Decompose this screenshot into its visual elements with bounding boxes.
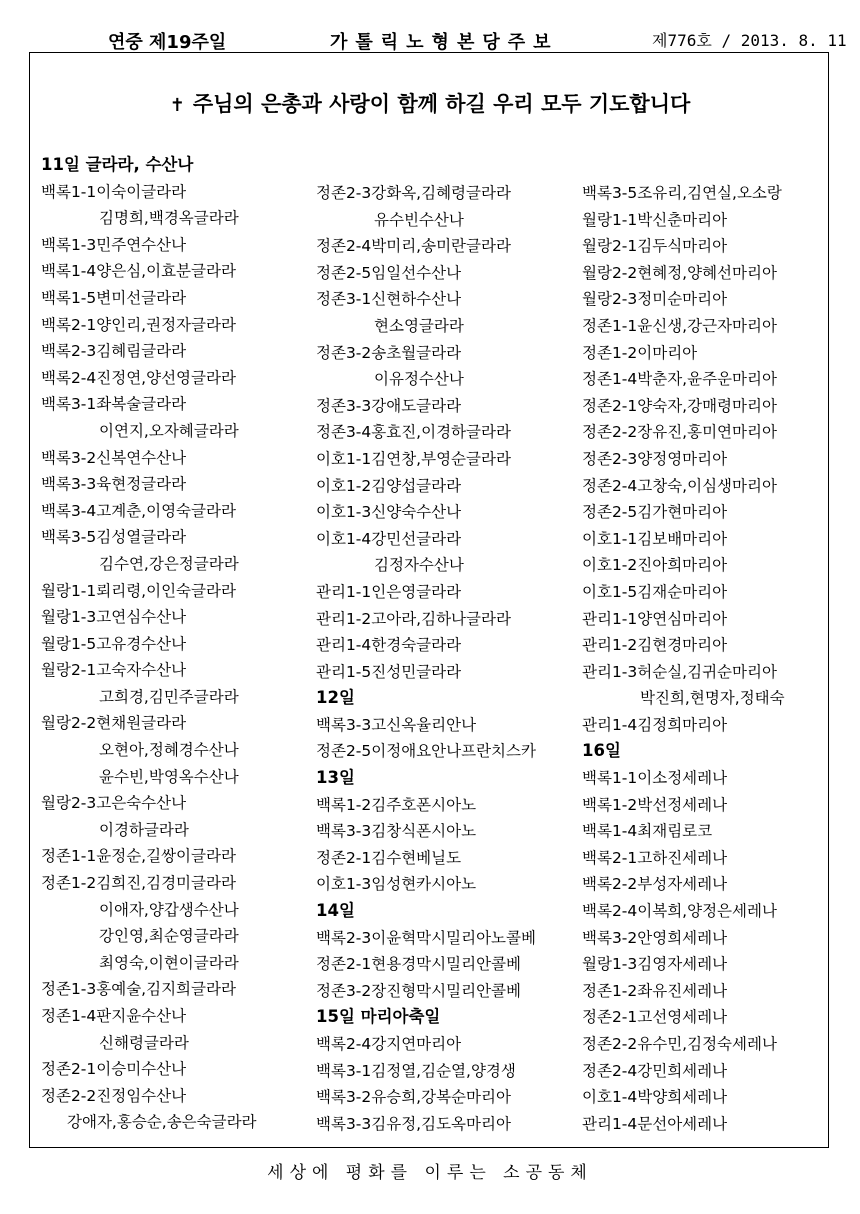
name-entry: 관리1-4김정희마리아 bbox=[582, 715, 728, 734]
name-entry: 백록1-4양은심,이효분글라라 bbox=[41, 262, 236, 281]
name-entry: 정존2-1고선영세레나 bbox=[582, 1008, 728, 1027]
name-entry: 강애자,홍승순,송은숙글라라 bbox=[67, 1113, 257, 1132]
name-entry: 이호1-1김연창,부영순글라라 bbox=[316, 449, 511, 468]
name-entry: 월랑2-3고은숙수산나 bbox=[41, 794, 187, 813]
name-entry: 강인영,최순영글라라 bbox=[99, 927, 239, 946]
issue-number-date: 제776호 / 2013. 8. 11 bbox=[652, 31, 847, 50]
name-entry: 이호1-4박양희세레나 bbox=[582, 1088, 728, 1107]
name-entry: 정존2-3양정영마리아 bbox=[582, 449, 728, 468]
name-entry: 이연지,오자혜글라라 bbox=[99, 421, 239, 440]
name-entry: 월랑2-3정미순마리아 bbox=[582, 290, 728, 309]
name-entry: 백록2-4이복희,양정은세레나 bbox=[582, 902, 777, 921]
name-entry: 이호1-1김보배마리아 bbox=[582, 529, 728, 548]
name-entry: 정존2-1이승미수산나 bbox=[41, 1060, 187, 1079]
title-text: 주님의 은총과 사랑이 함께 하길 우리 모두 기도합니다 bbox=[192, 92, 691, 116]
name-entry: 백록3-2신복연수산나 bbox=[41, 448, 187, 467]
name-entry: 이호1-3임성현카시아노 bbox=[316, 875, 477, 894]
name-entry: 정존3-3강애도글라라 bbox=[316, 396, 462, 415]
name-entry: 월랑2-2현혜정,양혜선마리아 bbox=[582, 263, 777, 282]
name-entry: 백록1-2김주호폰시아노 bbox=[316, 795, 477, 814]
name-entry: 정존1-4박춘자,윤주운마리아 bbox=[582, 370, 777, 389]
name-entry: 정존3-2장진형막시밀리안콜베 bbox=[316, 981, 521, 1000]
name-entry: 백록1-1이숙이글라라 bbox=[41, 182, 187, 201]
name-entry: 백록2-1양인리,권정자글라라 bbox=[41, 315, 236, 334]
name-entry: 월랑2-2현채원글라라 bbox=[41, 714, 187, 733]
name-entry: 정존3-1신현하수산나 bbox=[316, 290, 462, 309]
date-heading: 12일 bbox=[316, 688, 355, 708]
name-entry: 월랑1-5고유경수산나 bbox=[41, 634, 187, 653]
name-entry: 관리1-1양연심마리아 bbox=[582, 609, 728, 628]
name-entry: 백록3-2안영희세레나 bbox=[582, 928, 728, 947]
name-entry: 정존2-1현용경막시밀리안콜베 bbox=[316, 955, 521, 974]
name-column-3 bbox=[582, 180, 785, 1137]
name-entry: 백록3-4고계춘,이영숙글라라 bbox=[41, 501, 236, 520]
name-entry: 정존2-4고창숙,이심생마리아 bbox=[582, 476, 777, 495]
name-entry: 백록2-1고하진세레나 bbox=[582, 848, 728, 867]
name-entry: 월랑2-1김두식마리아 bbox=[582, 237, 728, 256]
date-heading: 14일 bbox=[316, 901, 355, 921]
name-entry: 이호1-2김양섭글라라 bbox=[316, 476, 462, 495]
page-footer: 세상에 평화를 이루는 소공동체 bbox=[267, 1163, 593, 1183]
name-entry: 백록3-2유승희,강복순마리아 bbox=[316, 1088, 511, 1107]
name-entry: 이호1-2진아희마리아 bbox=[582, 556, 728, 575]
name-entry: 백록1-2박선정세레나 bbox=[582, 795, 728, 814]
name-entry: 관리1-4한경숙글라라 bbox=[316, 636, 462, 655]
name-entry: 정존2-1김수현베닐도 bbox=[316, 848, 462, 867]
name-entry: 정존2-5임일선수산나 bbox=[316, 263, 462, 282]
name-entry: 관리1-3허순실,김귀순마리아 bbox=[582, 662, 777, 681]
name-entry: 정존2-5이정애요안나프란치스카 bbox=[316, 742, 536, 761]
name-entry: 백록3-5조유리,김연실,오소랑 bbox=[582, 184, 782, 202]
name-entry: 백록3-3김유정,김도옥마리아 bbox=[316, 1114, 511, 1133]
name-entry: 정존2-3강화옥,김혜령글라라 bbox=[316, 184, 511, 202]
name-entry: 월랑1-1뢰리령,이인숙글라라 bbox=[41, 581, 236, 600]
name-entry: 백록3-3김창식폰시아노 bbox=[316, 822, 477, 841]
name-entry: 신해령글라라 bbox=[99, 1033, 189, 1052]
name-entry: 관리1-4문선아세레나 bbox=[582, 1114, 728, 1133]
name-entry: 현소영글라라 bbox=[374, 316, 464, 335]
page-title bbox=[0, 88, 860, 118]
name-entry: 유수빈수산나 bbox=[374, 210, 464, 229]
name-entry: 이애자,양갑생수산나 bbox=[99, 900, 239, 919]
cross-icon: ✝ bbox=[169, 95, 185, 116]
name-entry: 오현아,정혜경수산나 bbox=[99, 741, 239, 760]
name-entry: 김명희,백경옥글라라 bbox=[99, 209, 239, 228]
name-entry: 관리1-2김현경마리아 bbox=[582, 636, 728, 655]
name-entry: 정존2-1양숙자,강매령마리아 bbox=[582, 396, 777, 415]
name-entry: 이호1-4강민선글라라 bbox=[316, 529, 462, 548]
name-entry: 최영숙,이현이글라라 bbox=[99, 953, 239, 972]
name-entry: 정존1-1윤정순,길쌍이글라라 bbox=[41, 847, 236, 866]
name-entry: 백록1-4최재림로코 bbox=[582, 822, 713, 841]
name-entry: 월랑1-3고연심수산나 bbox=[41, 608, 187, 627]
name-entry: 월랑2-1고숙자수산나 bbox=[41, 661, 187, 680]
name-entry: 이경하글라라 bbox=[99, 820, 189, 839]
name-entry: 정존2-4박미리,송미란글라라 bbox=[316, 237, 511, 256]
name-entry: 이호1-5김재순마리아 bbox=[582, 582, 728, 601]
name-entry: 정존2-5김가현마리아 bbox=[582, 503, 728, 522]
name-entry: 윤수빈,박영옥수산나 bbox=[99, 767, 239, 786]
name-entry: 정존2-2장유진,홍미연마리아 bbox=[582, 423, 777, 442]
name-entry: 백록2-4강지연마리아 bbox=[316, 1035, 462, 1053]
name-entry: 관리1-1인은영글라라 bbox=[316, 582, 462, 601]
name-entry: 김수연,강은정글라라 bbox=[99, 554, 239, 573]
name-entry: 백록3-3고신옥율리안나 bbox=[316, 715, 477, 734]
name-entry: 백록1-3민주연수산나 bbox=[41, 235, 187, 254]
name-entry: 백록3-5김성열글라라 bbox=[41, 528, 187, 547]
name-entry: 백록2-2부성자세레나 bbox=[582, 875, 728, 894]
name-entry: 정존1-2김희진,김경미글라라 bbox=[41, 874, 236, 893]
name-entry: 백록1-5변미선글라라 bbox=[41, 288, 187, 307]
name-entry: 백록3-1좌복술글라라 bbox=[41, 395, 187, 414]
name-entry: 이유정수산나 bbox=[374, 370, 464, 389]
name-entry: 정존3-4홍효진,이경하글라라 bbox=[316, 423, 511, 442]
name-entry: 백록2-3김혜림글라라 bbox=[41, 342, 187, 361]
name-entry: 백록3-1김정열,김순열,양경생 bbox=[316, 1061, 516, 1080]
name-entry: 이호1-3신양숙수산나 bbox=[316, 503, 462, 522]
name-entry: 정존2-2진정임수산나 bbox=[41, 1086, 187, 1105]
name-entry: 월랑1-3김영자세레나 bbox=[582, 955, 728, 974]
date-heading: 11일 글라라, 수산나 bbox=[41, 155, 194, 174]
name-entry: 관리1-2고아라,김하나글라라 bbox=[316, 609, 511, 628]
name-entry: 박진희,현명자,정태숙 bbox=[640, 689, 785, 708]
issue-week: 연중 제19주일 bbox=[108, 32, 227, 53]
name-entry: 정존2-4강민희세레나 bbox=[582, 1061, 728, 1080]
name-entry: 정존1-2이마리아 bbox=[582, 343, 698, 362]
date-heading: 16일 bbox=[582, 741, 621, 761]
date-heading: 15일 마리아축일 bbox=[316, 1007, 441, 1027]
name-entry: 백록2-3이윤혁막시밀리아노콜베 bbox=[316, 928, 536, 947]
name-entry: 김정자수산나 bbox=[374, 556, 464, 575]
name-entry: 정존1-3홍예술,김지희글라라 bbox=[41, 980, 236, 999]
date-heading: 13일 bbox=[316, 768, 355, 788]
name-column-2 bbox=[316, 180, 536, 1137]
page-header bbox=[0, 28, 860, 52]
name-entry: 고희경,김민주글라라 bbox=[99, 687, 239, 706]
name-entry: 정존2-2유수민,김정숙세레나 bbox=[582, 1035, 777, 1053]
name-entry: 정존1-2좌유진세레나 bbox=[582, 981, 728, 1000]
bulletin-name: 가톨릭노형본당주보 bbox=[330, 32, 559, 53]
name-entry: 월랑1-1박신춘마리아 bbox=[582, 210, 728, 229]
name-column-1 bbox=[41, 152, 257, 1136]
name-entry: 정존1-1윤신생,강근자마리아 bbox=[582, 316, 777, 335]
name-entry: 정존1-4판지윤수산나 bbox=[41, 1007, 187, 1025]
name-entry: 백록2-4진정연,양선영글라라 bbox=[41, 368, 236, 387]
name-entry: 백록1-1이소정세레나 bbox=[582, 769, 728, 788]
name-entry: 백록3-3육현정글라라 bbox=[41, 475, 187, 494]
name-entry: 관리1-5진성민글라라 bbox=[316, 662, 462, 681]
name-entry: 정존3-2송초월글라라 bbox=[316, 343, 462, 362]
